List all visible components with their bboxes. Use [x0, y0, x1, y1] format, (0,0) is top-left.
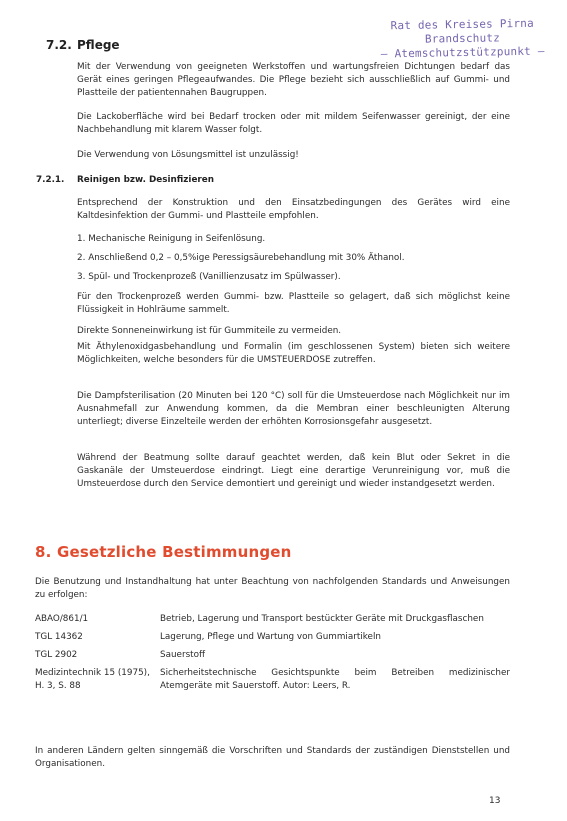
standards-row [35, 667, 510, 698]
stamp-line-1: Rat des Kreises Pirna [390, 16, 534, 33]
chapter-8-intro: Die Benutzung und Instandhaltung hat unter Beachtung von nachfolgenden Standards und Anweisungen zu erfolgen: [35, 577, 510, 601]
desinfektion-paragraph-5: Die Dampfsterilisation (20 Minuten bei 120 °C) soll für die Umsteuerdose nach Möglichkeit nur im Ausnahmefall zur Anwendung kommen, da die Membran einer beschleunigten Alterung unterliegt; diverse Einzelteile werden der erhöhten Korrosionsgefahr ausgesetzt. [77, 391, 510, 428]
desinfektion-paragraph-1: Entsprechend der Konstruktion und den Einsatzbedingungen des Gerätes wird eine Kaltdesinfektion der Gummi- und Plastteile empfohlen. [77, 198, 510, 222]
standard-description: Sicherheitstechnische Gesichtspunkte beim Betreiben medizinischer Atemgeräte mit Sauerstoff. Autor: Leers, R. [160, 668, 510, 692]
desinfektion-paragraph-2: Für den Trockenprozeß werden Gummi- bzw. Plastteile so gelagert, daß sich möglichst keine Flüssigkeit in Hohlräume sammelt. [77, 292, 510, 316]
desinfektion-paragraph-3: Direkte Sonneneinwirkung ist für Gummiteile zu vermeiden. [77, 326, 342, 336]
chapter-8-closing: In anderen Ländern gelten sinngemäß die Vorschriften und Standards der zuständigen Dienststellen und Organisationen. [35, 746, 510, 770]
standard-description: Lagerung, Pflege und Wartung von Gummiartikeln [160, 632, 381, 643]
pflege-paragraph-3: Die Verwendung von Lösungsmittel ist unzulässig! [77, 150, 299, 160]
section-7-2-1-number: 7.2.1. [36, 175, 65, 185]
page-number: 13 [489, 796, 501, 806]
standards-row [35, 631, 510, 649]
standards-row [35, 649, 510, 667]
stamp-line-3: – Atemschutzstützpunkt – [380, 44, 545, 61]
desinfektion-paragraph-4: Mit Äthylenoxidgasbehandlung und Formalin (im geschlossenen System) bieten sich weitere Möglichkeiten, welche besonders für die UMSTEUERDOSE zutreffen. [77, 342, 510, 366]
standard-code: ABAO/861/1 [35, 614, 89, 624]
step-2: 2. Anschließend 0,2 – 0,5%ige Peressigsäurebehandlung mit 30% Äthanol. [77, 253, 405, 263]
section-7-2-1-title: Reinigen bzw. Desinfizieren [77, 175, 214, 185]
pflege-paragraph-2: Die Lackoberfläche wird bei Bedarf trocken oder mit mildem Seifenwasser gereinigt, der eine Nachbehandlung mit klarem Wasser folgt. [77, 112, 510, 136]
section-7-2-title: Pflege [77, 38, 120, 52]
standard-description: Sauerstoff [160, 650, 206, 661]
desinfektion-paragraph-6: Während der Beatmung sollte darauf geachtet werden, daß kein Blut oder Sekret in die Gaskanäle der Umsteuerdose eindringt. Liegt eine derartige Verunreinigung vor, muß die Umsteuerdose durch den Service demontiert und gereinigt und wieder instandgesetzt werden. [77, 453, 510, 490]
step-1: 1. Mechanische Reinigung in Seifenlösung. [77, 234, 266, 244]
chapter-8-title: 8. Gesetzliche Bestimmungen [35, 543, 292, 561]
standard-code: Medizintechnik 15 (1975), H. 3, S. 88 [35, 668, 150, 692]
standard-description: Betrieb, Lagerung und Transport bestückter Geräte mit Druckgasflaschen [160, 614, 484, 624]
stamp-line-2: Brandschutz [424, 31, 501, 46]
standard-code: TGL 14362 [35, 632, 83, 643]
standards-row [35, 613, 510, 631]
standards-table [35, 613, 510, 698]
section-7-2-1-heading [36, 175, 214, 185]
section-7-2-heading [46, 38, 120, 52]
standard-code: TGL 2902 [35, 650, 78, 661]
institution-stamp [370, 16, 556, 61]
step-3: 3. Spül- und Trockenprozeß (Vanillienzusatz im Spülwasser). [77, 272, 341, 282]
pflege-paragraph-1: Mit der Verwendung von geeigneten Werkstoffen und wartungsfreien Dichtungen bedarf das Gerät eines geringen Pflegeaufwandes. Die Pflege bezieht sich ausschließlich auf Gummi- und Plastteile der patientennahen Baugruppen. [77, 62, 510, 99]
section-7-2-number: 7.2. [46, 38, 72, 52]
